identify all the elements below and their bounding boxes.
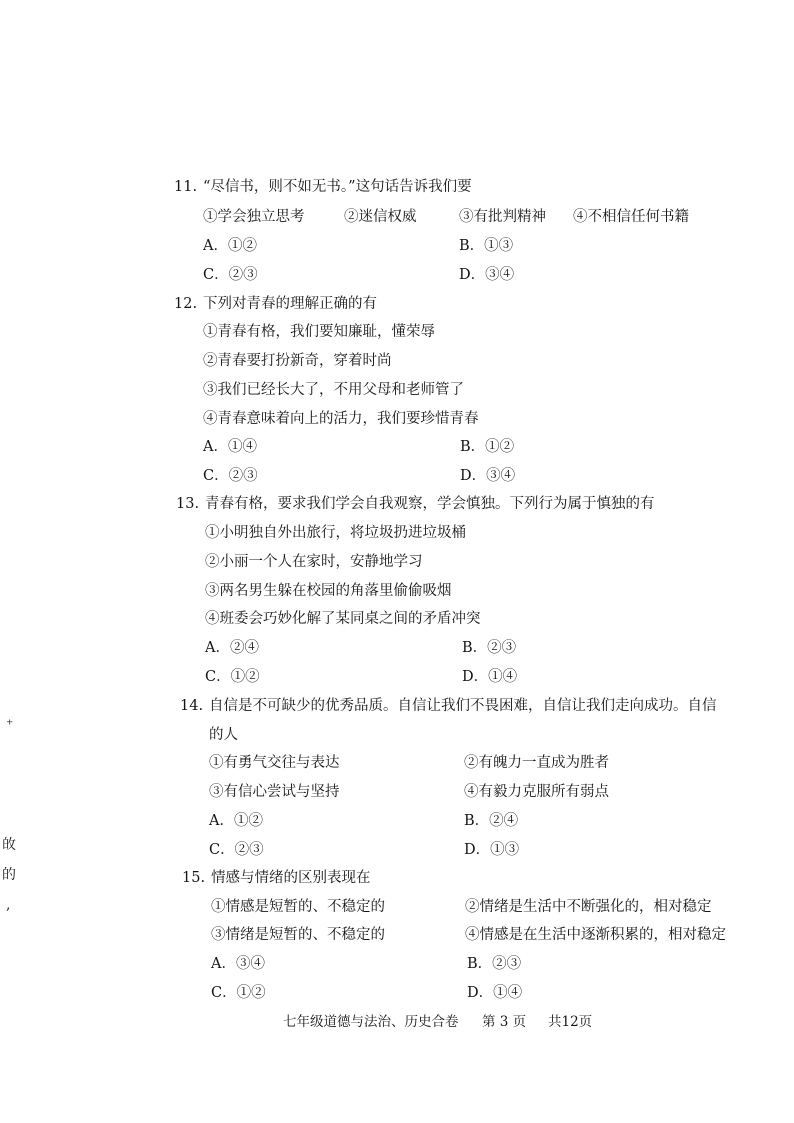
answer-option: B．②④ — [464, 813, 519, 829]
margin-mark: 敀 — [2, 837, 16, 853]
question-stem: 下列对青春的理解正确的有 — [203, 296, 377, 312]
margin-mark: 的 — [2, 867, 16, 883]
question-stem: 情感与情绪的区别表现在 — [211, 870, 371, 886]
question-stem: 青春有格，要求我们学会自我观察，学会慎独。下列行为属于慎独的有 — [205, 496, 655, 512]
statement-item: ③情绪是短暂的、不稳定的 — [211, 927, 385, 943]
answer-option: C．②③ — [209, 842, 264, 858]
statement-item: ④情感是在生活中逐渐积累的，相对稳定 — [465, 927, 726, 943]
statement-item: ③有信心尝试与坚持 — [209, 784, 340, 800]
footer-subject: 七年级道德与法治、历史合卷 — [283, 1014, 459, 1030]
answer-option: A．②④ — [205, 640, 259, 656]
statement-item: ②迷信权威 — [344, 209, 417, 225]
answer-option: B．②③ — [462, 640, 517, 656]
statement-item: ④不相信任何书籍 — [573, 209, 689, 225]
question-stem: “尽信书，则不如无书。”这句话告诉我们要 — [203, 179, 472, 195]
answer-option: A．①② — [203, 238, 257, 254]
answer-option: B．①② — [460, 439, 515, 455]
question-number: 13. — [176, 496, 200, 512]
answer-option: C．①② — [205, 669, 260, 685]
answer-option: C．①② — [211, 985, 266, 1001]
question-number: 12. — [174, 296, 198, 312]
statement-item: ④有毅力克服所有弱点 — [464, 784, 609, 800]
answer-option: A．③④ — [211, 956, 265, 972]
statement-item: ④班委会巧妙化解了某同桌之间的矛盾冲突 — [205, 611, 481, 627]
answer-option: C．②③ — [203, 468, 258, 484]
statement-item: ③有批判精神 — [459, 209, 546, 225]
statement-item: ②有魄力一直成为胜者 — [464, 755, 609, 771]
statement-item: ①情感是短暂的、不稳定的 — [211, 899, 385, 915]
statement-item: ①学会独立思考 — [203, 209, 305, 225]
statement-item: ③我们已经长大了，不用父母和老师管了 — [203, 382, 464, 398]
margin-mark: ⁺ — [6, 717, 14, 733]
answer-option: D．③④ — [460, 468, 516, 484]
statement-item: ②情绪是生活中不断强化的，相对稳定 — [465, 899, 712, 915]
answer-option: B．②③ — [467, 956, 522, 972]
statement-item: ③两名男生躲在校园的角落里偷偷吸烟 — [205, 583, 452, 599]
question-number: 14. — [180, 698, 204, 714]
answer-option: D．①③ — [464, 842, 520, 858]
question-number: 15. — [182, 870, 206, 886]
statement-item: ②青春要打扮新奇，穿着时尚 — [203, 353, 392, 369]
answer-option: D．①④ — [462, 669, 518, 685]
answer-option: B．①③ — [459, 238, 514, 254]
statement-item: ①小明独自外出旅行，将垃圾扔进垃圾桶 — [205, 525, 466, 541]
answer-option: A．①④ — [203, 439, 257, 455]
answer-option: C．②③ — [203, 267, 258, 283]
statement-item: ①青春有格，我们要知廉耻，懂荣辱 — [203, 324, 435, 340]
question-number: 11. — [174, 179, 198, 195]
margin-mark: , — [6, 897, 11, 913]
statement-item: ②小丽一个人在家时，安静地学习 — [205, 554, 423, 570]
footer-page-current: 第 3 页 — [482, 1014, 527, 1030]
statement-item: ①有勇气交往与表达 — [209, 755, 340, 771]
question-stem-continued: 的人 — [209, 727, 238, 743]
statement-item: ④青春意味着向上的活力，我们要珍惜青春 — [203, 411, 479, 427]
footer-page-total: 共12页 — [548, 1014, 593, 1030]
answer-option: D．③④ — [459, 267, 515, 283]
answer-option: A．①② — [209, 813, 263, 829]
question-stem: 自信是不可缺少的优秀品质。自信让我们不畏困难，自信让我们走向成功。自信 — [209, 698, 717, 714]
answer-option: D．①④ — [467, 985, 523, 1001]
